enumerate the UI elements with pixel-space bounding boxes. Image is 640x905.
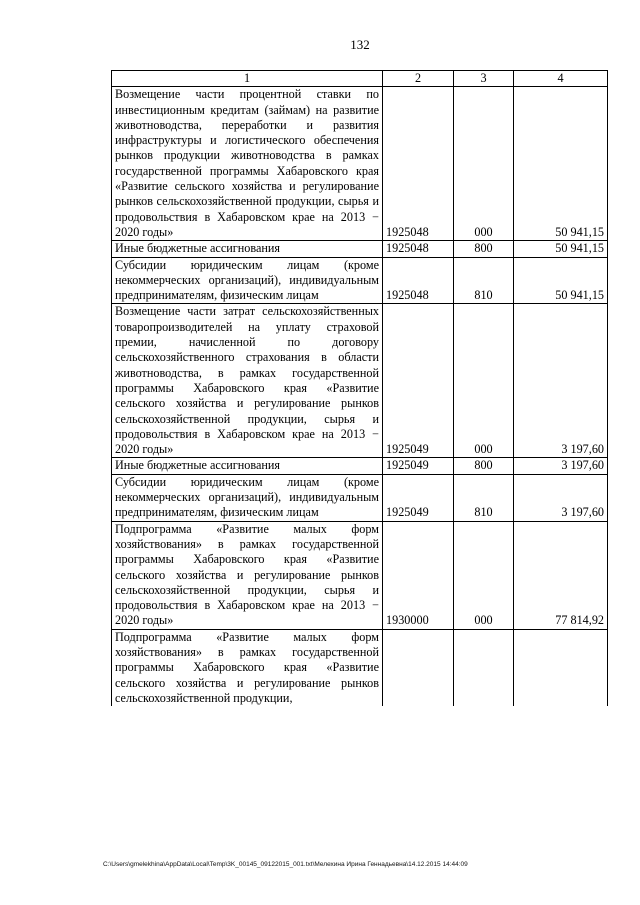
row-type: 800 (454, 241, 514, 257)
row-code: 1925048 (383, 87, 454, 241)
row-code (383, 629, 454, 706)
table-row (112, 257, 608, 304)
row-sum: 3 197,60 (514, 304, 608, 458)
row-type: 800 (454, 458, 514, 474)
row-sum: 77 814,92 (514, 521, 608, 629)
table-row (112, 304, 608, 458)
row-type (454, 629, 514, 706)
row-code: 1925049 (383, 304, 454, 458)
row-code: 1925049 (383, 458, 454, 474)
row-sum: 3 197,60 (514, 474, 608, 521)
row-sum: 3 197,60 (514, 458, 608, 474)
page-number: 132 (350, 37, 370, 52)
row-sum: 50 941,15 (514, 257, 608, 304)
row-sum (514, 629, 608, 706)
row-code: 1930000 (383, 521, 454, 629)
row-type: 000 (454, 521, 514, 629)
row-type: 000 (454, 304, 514, 458)
column-header-sum: 4 (514, 71, 608, 87)
row-code: 1925048 (383, 241, 454, 257)
column-header-name: 1 (112, 71, 383, 87)
table-row (112, 521, 608, 629)
row-name: Возмещение части затрат сельскохозяйственных товаропроизводителей на уплату страховой премии, начисленной по договору сельскохозяйственного страхования в области животноводства, в рамках государственной программы Хабаровского края «Развитие сельского хозяйства и регулирование рынков сельскохозяйственной продукции, сырья и продовольствия в Хабаровском крае на 2013 − 2020 годы» (112, 304, 383, 458)
row-sum: 50 941,15 (514, 241, 608, 257)
table-row (112, 241, 608, 257)
row-code: 1925049 (383, 474, 454, 521)
row-code: 1925048 (383, 257, 454, 304)
row-name: Возмещение части процентной ставки по инвестиционным кредитам (займам) на развитие животноводства, переработки и развития инфраструктуры и логистического обеспечения рынков продукции животноводства в рамках государственной программы Хабаровского края «Развитие сельского хозяйства и регулирование рынков сельскохозяйственной продукции, сырья и продовольствия в Хабаровском крае на 2013 − 2020 годы» (112, 87, 383, 241)
table-row (112, 474, 608, 521)
budget-table (111, 70, 608, 706)
column-header-code: 2 (383, 71, 454, 87)
row-type: 810 (454, 474, 514, 521)
table-header-row (112, 71, 608, 87)
row-name: Подпрограмма «Развитие малых форм хозяйствования» в рамках государственной программы Хабаровского края «Развитие сельского хозяйства и регулирование рынков сельскохозяйственной продукции, сырья и продовольствия в Хабаровском крае на 2013 − 2020 годы» (112, 521, 383, 629)
row-name: Иные бюджетные ассигнования (112, 458, 383, 474)
row-name: Субсидии юридическим лицам (кроме некоммерческих организаций), индивидуальным предпринимателям, физическим лицам (112, 257, 383, 304)
row-type: 000 (454, 87, 514, 241)
row-name: Субсидии юридическим лицам (кроме некоммерческих организаций), индивидуальным предпринимателям, физическим лицам (112, 474, 383, 521)
footer-file-path: C:\Users\gmelekhina\AppData\Local\Temp\3K_00145_09122015_001.txt\Мелехина Ирина Геннадьевна\14.12.2015 14:44:09 (103, 861, 468, 868)
row-name: Подпрограмма «Развитие малых форм хозяйствования» в рамках государственной программы Хабаровского края «Развитие сельского хозяйства и регулирование рынков сельскохозяйственной продукции, (112, 629, 383, 706)
row-sum: 50 941,15 (514, 87, 608, 241)
table-row (112, 629, 608, 706)
column-header-type: 3 (454, 71, 514, 87)
table-row (112, 458, 608, 474)
table-row (112, 87, 608, 241)
row-name: Иные бюджетные ассигнования (112, 241, 383, 257)
row-type: 810 (454, 257, 514, 304)
